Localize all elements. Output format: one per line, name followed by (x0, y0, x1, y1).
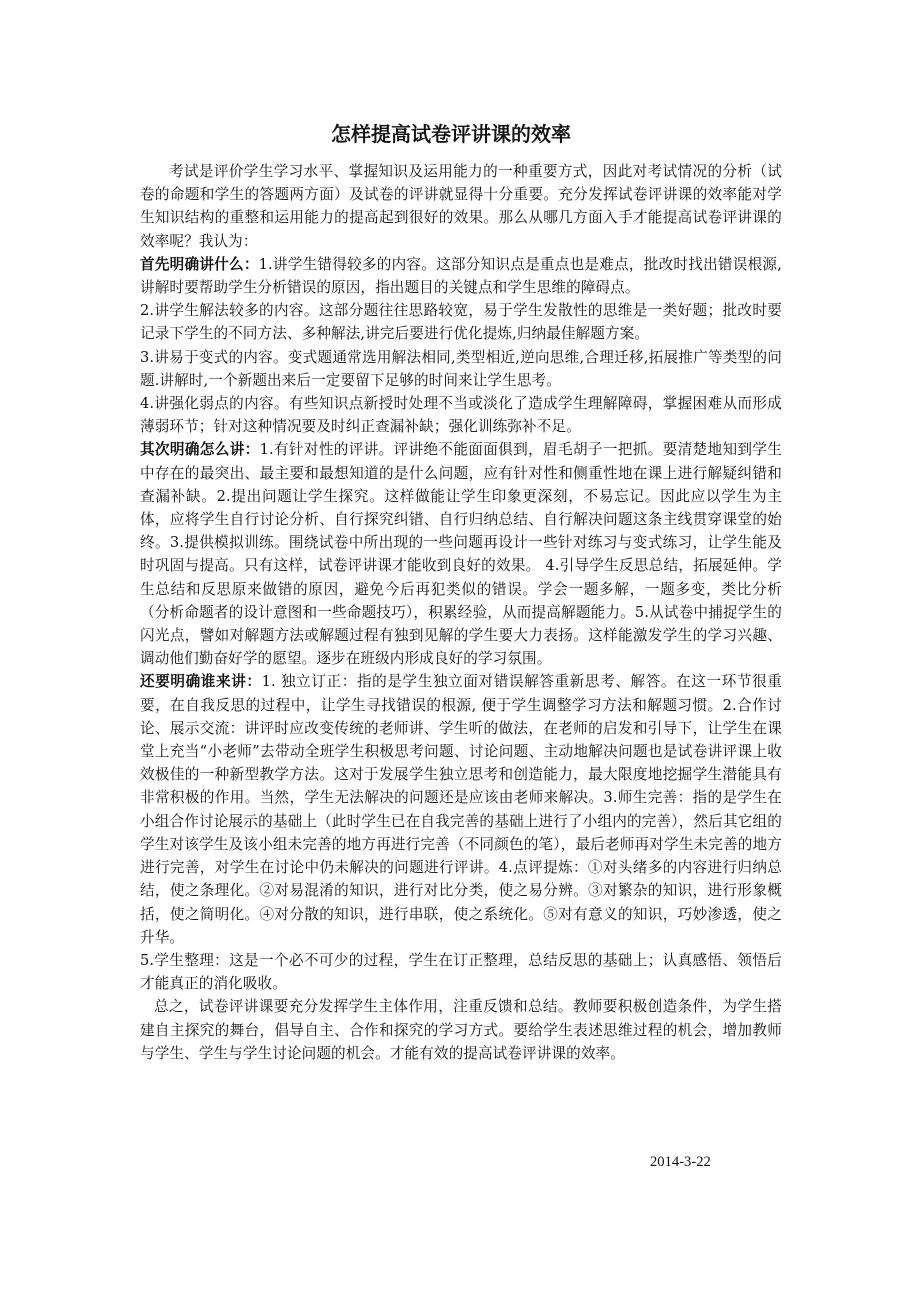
section-how-paragraph (140, 438, 782, 670)
section-who-paragraph (140, 670, 782, 948)
section-what-item-2: 2.讲学生解法较多的内容。这部分题往往思路较宽，易于学生发散性的思维是一类好题；批改时要记录下学生的不同方法、多种解法,讲完后要进行优化提炼,归纳最佳解题方案。 (140, 302, 782, 343)
section-who-text: 1. 独立订正：指的是学生独立面对错误解答重新思考、解答。在这一环节很重要，在自我反思的过程中，让学生寻找错误的根源, 便于学生调整学习方法和解题习惯。2.合作讨论、展示交流：讲评时应改变传统的老师讲、学生听的做法，在老师的启发和引导下，让学生在课堂上充当“小老师”去带动全班学生积极思考问题、讨论问题、主动地解决问题也是试卷讲评课上收效极佳的一种新型教学方法。这对于发展学生独立思考和创造能力，最大限度地挖掘学生潜能具有非常积极的作用。当然，学生无法解决的问题还是应该由老师来解决。3.师生完善：指的是学生在小组合作讨论展示的基础上（此时学生已在自我完善的基础上进行了小组内的完善），然后其它组的学生对该学生及该小组未完善的地方再进行完善（不同颜色的笔），最后老师再对学生未完善的地方进行完善，对学生在讨论中仍未解决的问题进行评讲。4.点评提炼：①对头绪多的内容进行归纳总结，使之条理化。②对易混淆的知识，进行对比分类，使之易分辨。③对繁杂的知识，进行形象概括，使之简明化。④对分散的知识，进行串联，使之系统化。⑤对有意义的知识，巧妙渗透，使之升华。 (140, 673, 782, 946)
section-what-item-1-text: 1.讲学生错得较多的内容。这部分知识点是重点也是难点，批改时找出错误根源,讲解时要帮助学生分析错误的原因，指出题目的关键点和学生思维的障碍点。 (140, 255, 782, 297)
section-who-heading: 还要明确谁来讲： (140, 673, 262, 691)
section-what-heading: 首先明确讲什么： (140, 255, 259, 273)
section-what-item-3: 3.讲易于变式的内容。变式题通常选用解法相同,类型相近,逆向思维,合理迁移,拓展推广等类型的问题.讲解时,一个新题出来后一定要留下足够的时间来让学生思考。 (140, 348, 782, 389)
section-what-item-4: 4.讲强化弱点的内容。有些知识点新授时处理不当或淡化了造成学生理解障碍，掌握困难从而形成薄弱环节；针对这种情况要及时纠正查漏补缺；强化训练弥补不足。 (140, 395, 782, 436)
section-how-heading: 其次明确怎么讲： (140, 441, 260, 459)
document-page (140, 118, 782, 1065)
section-what-item-1 (140, 253, 782, 299)
conclusion-paragraph: 总之，试卷评讲课要充分发挥学生主体作用，注重反馈和总结。教师要积极创造条件，为学生搭建自主探究的舞台，倡导自主、合作和探究的学习方式。要给学生表述思维过程的机会，增加教师与学生、学生与学生讨论问题的机会。才能有效的提高试卷评讲课的效率。 (140, 998, 782, 1062)
section-how-text: 1.有针对性的评讲。评讲绝不能面面俱到，眉毛胡子一把抓。要清楚地知到学生中存在的最突出、最主要和最想知道的是什么问题，应有针对性和侧重性地在课上进行解疑纠错和查漏补缺。2.提出问题让学生探究。这样做能让学生印象更深刻，不易忘记。因此应以学生为主体，应将学生自行讨论分析、自行探究纠错、自行归纳总结、自行解决问题这条主线贯穿课堂的始终。3.提供模拟训练。围绕试卷中所出现的一些问题再设计一些针对练习与变式练习，让学生能及时巩固与提高。只有这样，试卷评讲课才能收到良好的效果。 4.引导学生反思总结，拓展延伸。学生总结和反思原来做错的原因，避免今后再犯类似的错误。学会一题多解，一题多变，类比分析（分析命题者的设计意图和一些命题技巧），积累经验，从而提高解题能力。5.从试卷中捕捉学生的闪光点，譬如对解题方法或解题过程有独到见解的学生要大力表扬。这样能激发学生的学习兴趣、调动他们勤奋好学的愿望。逐步在班级内形成良好的学习氛围。 (140, 441, 782, 668)
section-who-item-5: 5.学生整理：这是一个必不可少的过程，学生在订正整理，总结反思的基础上；认真感悟、领悟后才能真正的消化吸收。 (140, 951, 782, 993)
intro-paragraph: 考试是评价学生学习水平、掌握知识及运用能力的一种重要方式，因此对考试情况的分析（试卷的命题和学生的答题两方面）及试卷的评讲就显得十分重要。充分发挥试卷评讲课的效率能对学生知识结构的重整和运用能力的提高起到很好的效果。那么从哪几方面入手才能提高试卷评讲课的效率呢？我认为： (140, 163, 782, 250)
document-date: 2014-3-22 (650, 1154, 711, 1170)
document-title: 怎样提高试卷评讲课的效率 (331, 122, 571, 146)
